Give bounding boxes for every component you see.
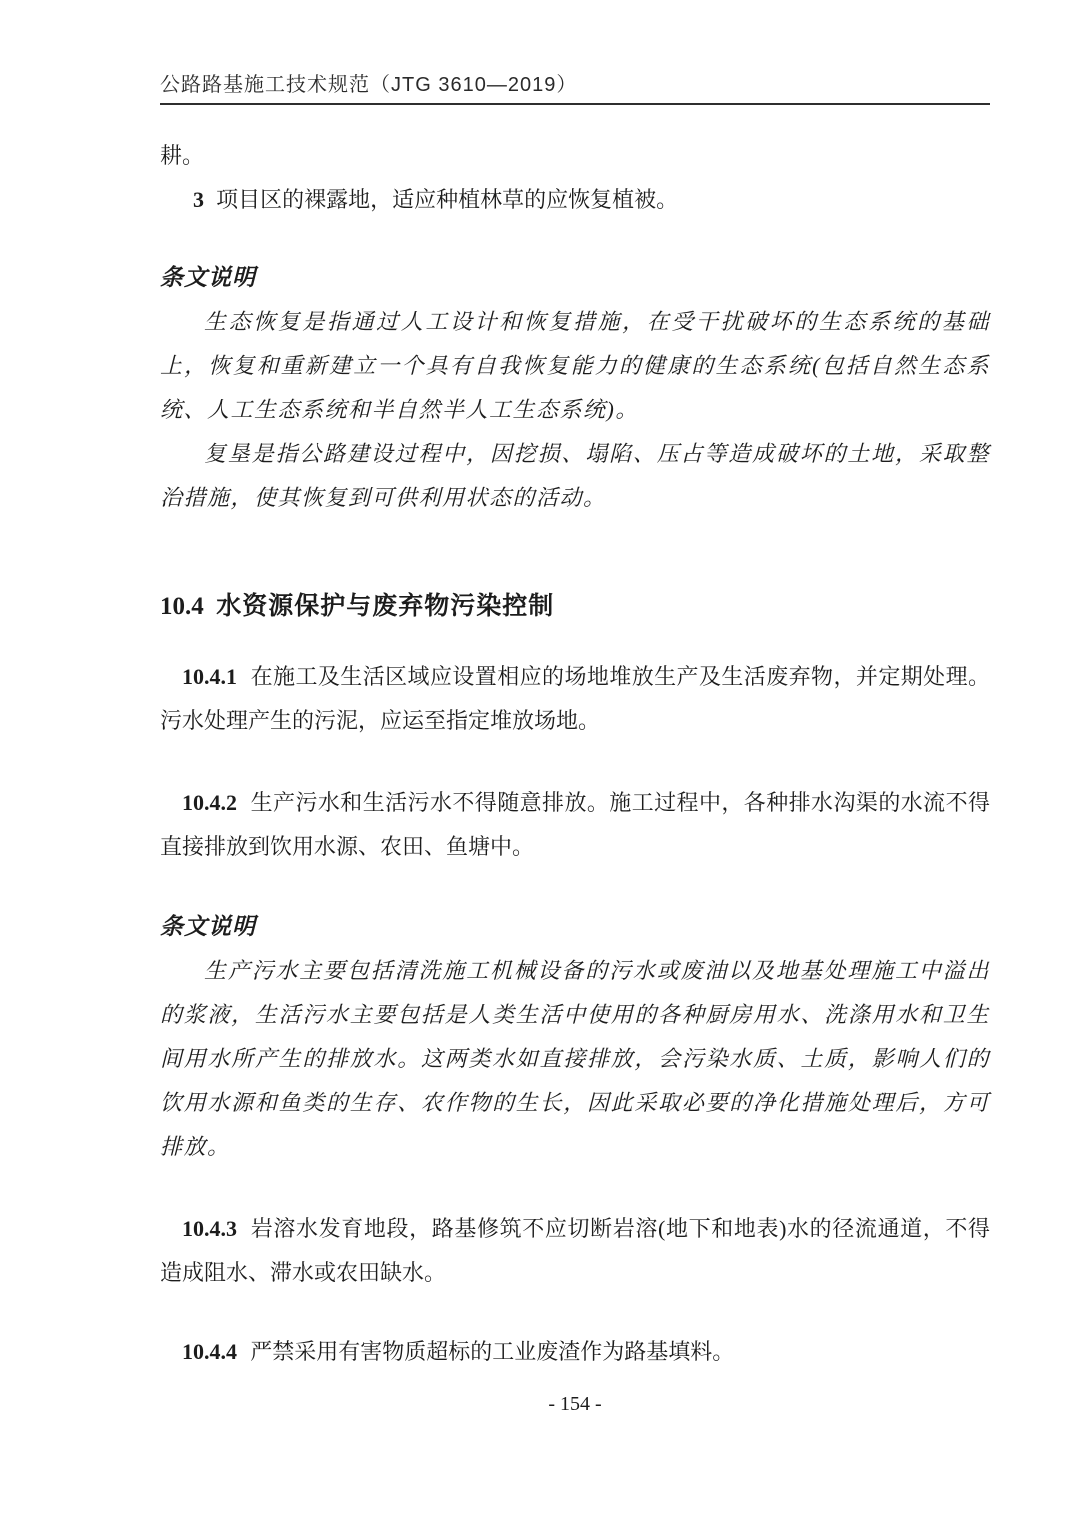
commentary-block-2 — [160, 905, 990, 1169]
list-item-number: 3 — [193, 187, 204, 212]
clause-text: 在施工及生活区域应设置相应的场地堆放生产及生活废弃物，并定期处理。污水处理产生的污泥，应运至指定堆放场地。 — [160, 664, 990, 733]
clause-number: 10.4.3 — [182, 1216, 237, 1241]
clause-number: 10.4.4 — [182, 1339, 237, 1364]
page-body — [160, 134, 990, 1374]
clause-10-4-3 — [160, 1207, 990, 1295]
clause-text: 生产污水和生活污水不得随意排放。施工过程中，各种排水沟渠的水流不得直接排放到饮用水源、农田、鱼塘中。 — [160, 790, 990, 859]
clause-number: 10.4.1 — [182, 664, 237, 689]
list-item-3 — [160, 178, 990, 222]
clause-text: 岩溶水发育地段，路基修筑不应切断岩溶(地下和地表)水的径流通道，不得造成阻水、滞水或农田缺水。 — [160, 1216, 990, 1285]
clause-10-4-1 — [160, 655, 990, 743]
document-title: 公路路基施工技术规范（JTG 3610—2019） — [160, 74, 578, 96]
commentary-paragraph: 复垦是指公路建设过程中，因挖损、塌陷、压占等造成破坏的土地，采取整治措施，使其恢复到可供利用状态的活动。 — [160, 441, 990, 510]
clause-10-4-4 — [160, 1330, 990, 1374]
clause-number: 10.4.2 — [182, 790, 237, 815]
running-header — [160, 0, 990, 105]
header-rule — [160, 103, 990, 105]
commentary-heading: 条文说明 — [160, 265, 256, 290]
clause-text: 严禁采用有害物质超标的工业废渣作为路基填料。 — [250, 1339, 735, 1364]
list-item-text: 项目区的裸露地，适应种植林草的应恢复植被。 — [216, 187, 679, 212]
section-title: 水资源保护与废弃物污染控制 — [216, 592, 555, 620]
clause-10-4-2 — [160, 781, 990, 869]
commentary-paragraph: 生态恢复是指通过人工设计和恢复措施，在受干扰破坏的生态系统的基础上，恢复和重新建立一个具有自我恢复能力的健康的生态系统(包括自然生态系统、人工生态系统和半自然半人工生态系统)。 — [160, 309, 990, 422]
commentary-block-1 — [160, 256, 990, 520]
section-number: 10.4 — [160, 593, 204, 620]
continuation-paragraph: 耕。 — [160, 143, 205, 168]
commentary-heading: 条文说明 — [160, 914, 256, 939]
page-number: - 154 - — [548, 1393, 602, 1415]
commentary-paragraph: 生产污水主要包括清洗施工机械设备的污水或废油以及地基处理施工中溢出的浆液，生活污水主要包括是人类生活中使用的各种厨房用水、洗涤用水和卫生间用水所产生的排放水。这两类水如直接排放，会污染水质、土质，影响人们的饮用水源和鱼类的生存、农作物的生长，因此采取必要的净化措施处理后，方可排放。 — [160, 958, 990, 1159]
section-heading — [160, 582, 990, 631]
